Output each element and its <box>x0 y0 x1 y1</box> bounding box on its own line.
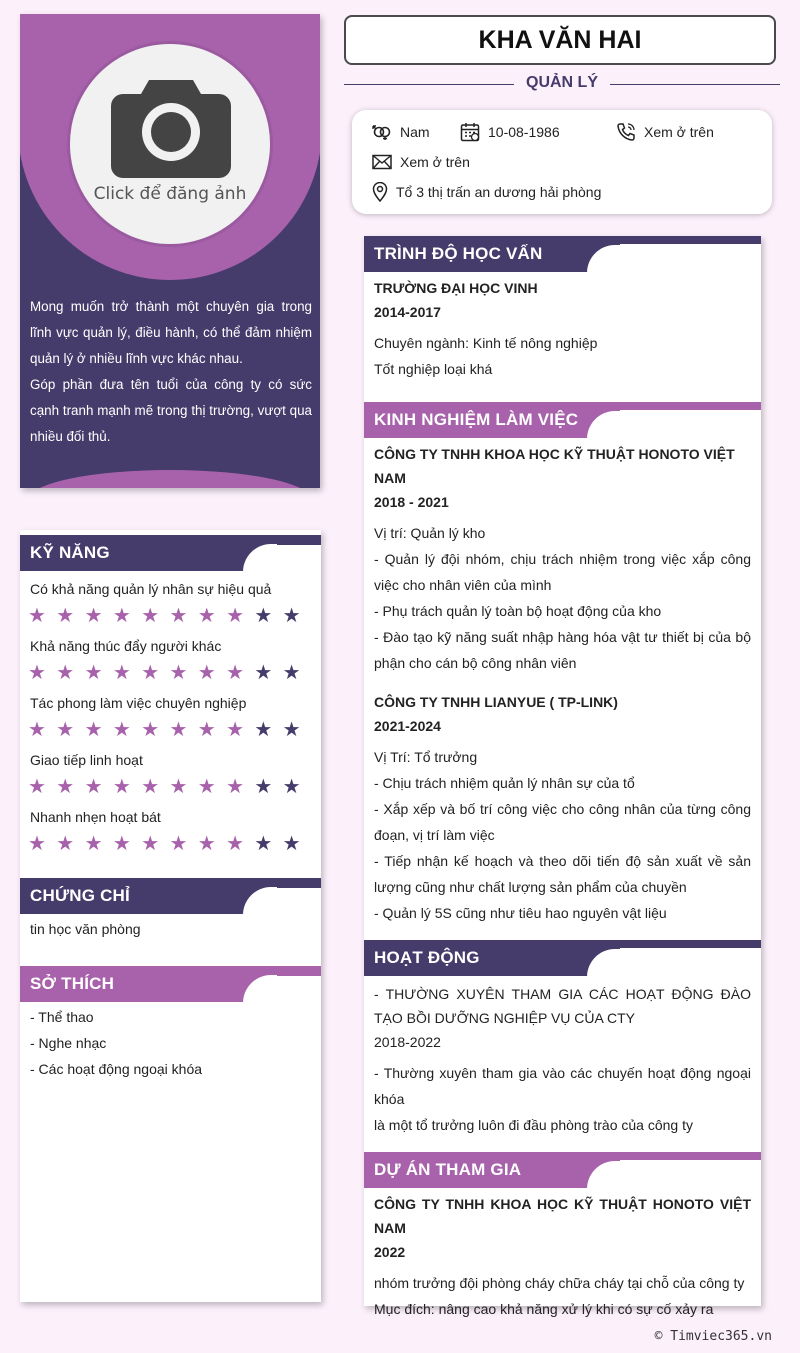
star-icon: ★ <box>84 830 103 855</box>
hobby-item: - Thể thao <box>30 1009 94 1025</box>
star-icon: ★ <box>56 773 75 798</box>
star-icon: ★ <box>112 830 131 855</box>
education-years: 2014-2017 <box>374 304 441 320</box>
star-icon: ★ <box>141 602 160 627</box>
birthday-value: 10-08-1986 <box>488 124 560 140</box>
star-icon: ★ <box>28 773 46 798</box>
star-icon: ★ <box>56 602 75 627</box>
address-value: Tổ 3 thị trấn an dương hải phòng <box>396 184 602 200</box>
job-line: - Tiếp nhận kế hoạch và theo dõi tiến độ sản xuất về sản lượng cũng như chất lượng sản phẩm của chuyền <box>374 853 751 895</box>
location-pin-icon <box>372 182 388 202</box>
star-icon: ★ <box>282 773 301 798</box>
contact-address <box>372 180 601 204</box>
star-icon: ★ <box>282 602 301 627</box>
skills-list <box>20 581 321 856</box>
star-icon: ★ <box>282 716 301 741</box>
star-icon: ★ <box>84 602 103 627</box>
certificate-item: tin học văn phòng <box>30 921 141 937</box>
job-line: - Quản lý 5S cũng như tiêu hao nguyên vật liệu <box>374 905 667 921</box>
contact-gender <box>372 120 430 144</box>
star-icon: ★ <box>197 773 216 798</box>
hobbies-heading: SỞ THÍCH <box>20 966 321 1002</box>
objective-paragraph: Mong muốn trở thành một chuyên gia trong lĩnh vực quản lý, điều hành, có thể đảm nhiệm quản lý ở nhiều lĩnh vực khác nhau. <box>30 299 312 366</box>
job-line: - Phụ trách quản lý toàn bộ hoạt động của kho <box>374 603 662 619</box>
star-icon: ★ <box>226 830 245 855</box>
star-icon: ★ <box>28 830 46 855</box>
star-icon: ★ <box>254 716 273 741</box>
phone-value: Xem ở trên <box>644 124 714 140</box>
company-name: CÔNG TY TNHH LIANYUE ( TP-LINK) <box>374 694 618 710</box>
star-icon: ★ <box>197 602 216 627</box>
gender-icon <box>372 123 392 141</box>
star-icon: ★ <box>169 659 188 684</box>
hobby-item: - Các hoạt động ngoại khóa <box>30 1061 203 1077</box>
job-years: 2018 - 2021 <box>374 494 449 510</box>
star-icon: ★ <box>254 659 273 684</box>
star-icon: ★ <box>141 830 160 855</box>
skill-name: Giao tiếp linh hoạt <box>30 752 143 768</box>
objective-paragraph: Góp phần đưa tên tuổi của công ty có sức cạnh tranh mạnh mẽ trong thị trường, vượt qua nhiều đối thủ. <box>30 377 312 444</box>
career-objective <box>30 294 312 450</box>
star-icon: ★ <box>226 659 245 684</box>
star-icon: ★ <box>84 659 103 684</box>
name-box <box>344 15 776 65</box>
star-icon: ★ <box>169 716 188 741</box>
star-icon: ★ <box>112 773 131 798</box>
job-title: QUẢN LÝ <box>514 74 610 92</box>
star-icon: ★ <box>28 659 46 684</box>
contact-birthday <box>460 120 560 144</box>
skill-rating <box>28 829 311 856</box>
skill-rating <box>28 601 311 628</box>
gender-value: Nam <box>400 124 430 140</box>
company-name: CÔNG TY TNHH KHOA HỌC KỸ THUẬT HONOTO VIỆT NAM <box>374 446 735 486</box>
star-icon: ★ <box>254 773 273 798</box>
footer-credit: © Timviec365.vn <box>654 1329 772 1344</box>
star-icon: ★ <box>56 659 75 684</box>
skill-name: Tác phong làm việc chuyên nghiệp <box>30 695 247 711</box>
star-icon: ★ <box>141 716 160 741</box>
activity-entry <box>364 982 761 1138</box>
star-icon: ★ <box>84 773 103 798</box>
contact-box <box>352 110 772 214</box>
school-name: TRƯỜNG ĐẠI HỌC VINH <box>374 280 538 296</box>
calendar-icon <box>460 122 480 142</box>
star-icon: ★ <box>169 773 188 798</box>
education-entry <box>364 276 761 382</box>
star-icon: ★ <box>197 716 216 741</box>
star-icon: ★ <box>112 602 131 627</box>
skill-item <box>20 581 321 628</box>
certificates-heading: CHỨNG CHỈ <box>20 878 321 914</box>
experience-entry <box>364 690 761 926</box>
skill-item <box>20 809 321 856</box>
photo-label: Click để đăng ảnh <box>93 184 247 204</box>
star-icon: ★ <box>254 602 273 627</box>
project-entry <box>364 1192 761 1322</box>
right-column-card <box>364 236 761 1317</box>
email-value: Xem ở trên <box>400 154 470 170</box>
skill-name: Có khả năng quản lý nhân sự hiệu quả <box>30 581 272 597</box>
project-year: 2022 <box>374 1244 406 1260</box>
phone-icon <box>616 122 636 142</box>
job-line: - Đào tạo kỹ năng suất nhập hàng hóa vật tư thiết bị của bộ phận cho cán bộ công nhân viên <box>374 629 751 671</box>
star-icon: ★ <box>28 716 46 741</box>
activity-line: - THƯỜNG XUYÊN THAM GIA CÁC HOẠT ĐỘNG ĐÀO TẠO BỒI DƯỠNG NGHIỆP VỤ CỦA CTY <box>374 986 751 1026</box>
hobby-item: - Nghe nhạc <box>30 1035 107 1051</box>
skill-name: Khả năng thúc đẩy người khác <box>30 638 222 654</box>
star-icon: ★ <box>169 830 188 855</box>
job-line: - Quản lý đội nhóm, chịu trách nhiệm trong việc xắp công việc cho nhân viên của mình <box>374 551 751 593</box>
profile-card <box>20 14 320 488</box>
star-icon: ★ <box>28 602 46 627</box>
star-icon: ★ <box>84 716 103 741</box>
activities-heading: HOẠT ĐỘNG <box>364 940 761 976</box>
experience-entry <box>364 442 761 676</box>
full-name: KHA VĂN HAI <box>478 26 642 54</box>
job-line: Vị Trí: Tổ trưởng <box>374 749 478 765</box>
star-icon: ★ <box>112 659 131 684</box>
star-icon: ★ <box>226 716 245 741</box>
project-company: CÔNG TY TNHH KHOA HỌC KỸ THUẬT HONOTO VIỆT NAM <box>374 1196 751 1236</box>
envelope-icon <box>372 154 392 170</box>
star-icon: ★ <box>197 659 216 684</box>
activity-line: - Thường xuyên tham gia vào các chuyến hoạt động ngoại khóa <box>374 1065 751 1107</box>
job-line: - Chịu trách nhiệm quản lý nhân sự của tổ <box>374 775 635 791</box>
skill-item <box>20 695 321 742</box>
project-line: Mục đích: nâng cao khả năng xử lý khi có sự cố xảy ra <box>374 1301 714 1317</box>
job-years: 2021-2024 <box>374 718 441 734</box>
star-icon: ★ <box>141 659 160 684</box>
education-line: Tốt nghiệp loại khá <box>374 361 493 377</box>
contact-email <box>372 150 470 174</box>
job-line: - Xắp xếp và bố trí công việc cho công nhân của từng công đoạn, vị trí làm việc <box>374 801 751 843</box>
star-icon: ★ <box>226 773 245 798</box>
activity-line: là một tổ trưởng luôn đi đầu phòng trào của công ty <box>374 1117 693 1133</box>
star-icon: ★ <box>56 830 75 855</box>
camera-icon <box>111 74 231 178</box>
left-column-card <box>20 530 321 1302</box>
project-line: nhóm trưởng đội phòng cháy chữa cháy tại chỗ của công ty <box>374 1275 745 1291</box>
star-icon: ★ <box>254 830 273 855</box>
photo-upload[interactable] <box>70 44 270 244</box>
skill-rating <box>28 658 311 685</box>
projects-heading: DỰ ÁN THAM GIA <box>364 1152 761 1188</box>
contact-phone <box>616 120 714 144</box>
footer-arc <box>28 470 312 488</box>
skill-item <box>20 752 321 799</box>
education-heading: TRÌNH ĐỘ HỌC VẤN <box>364 236 761 272</box>
skill-rating <box>28 715 311 742</box>
job-line: Vị trí: Quản lý kho <box>374 525 486 541</box>
star-icon: ★ <box>197 830 216 855</box>
star-icon: ★ <box>226 602 245 627</box>
skill-name: Nhanh nhẹn hoạt bát <box>30 809 161 825</box>
star-icon: ★ <box>141 773 160 798</box>
activity-years: 2018-2022 <box>374 1034 441 1050</box>
skill-item <box>20 638 321 685</box>
star-icon: ★ <box>112 716 131 741</box>
experience-heading: KINH NGHIỆM LÀM VIỆC <box>364 402 761 438</box>
star-icon: ★ <box>282 830 301 855</box>
star-icon: ★ <box>169 602 188 627</box>
star-icon: ★ <box>56 716 75 741</box>
skills-heading: KỸ NĂNG <box>20 535 321 571</box>
skill-rating <box>28 772 311 799</box>
star-icon: ★ <box>282 659 301 684</box>
education-line: Chuyên ngành: Kinh tế nông nghiệp <box>374 335 598 351</box>
